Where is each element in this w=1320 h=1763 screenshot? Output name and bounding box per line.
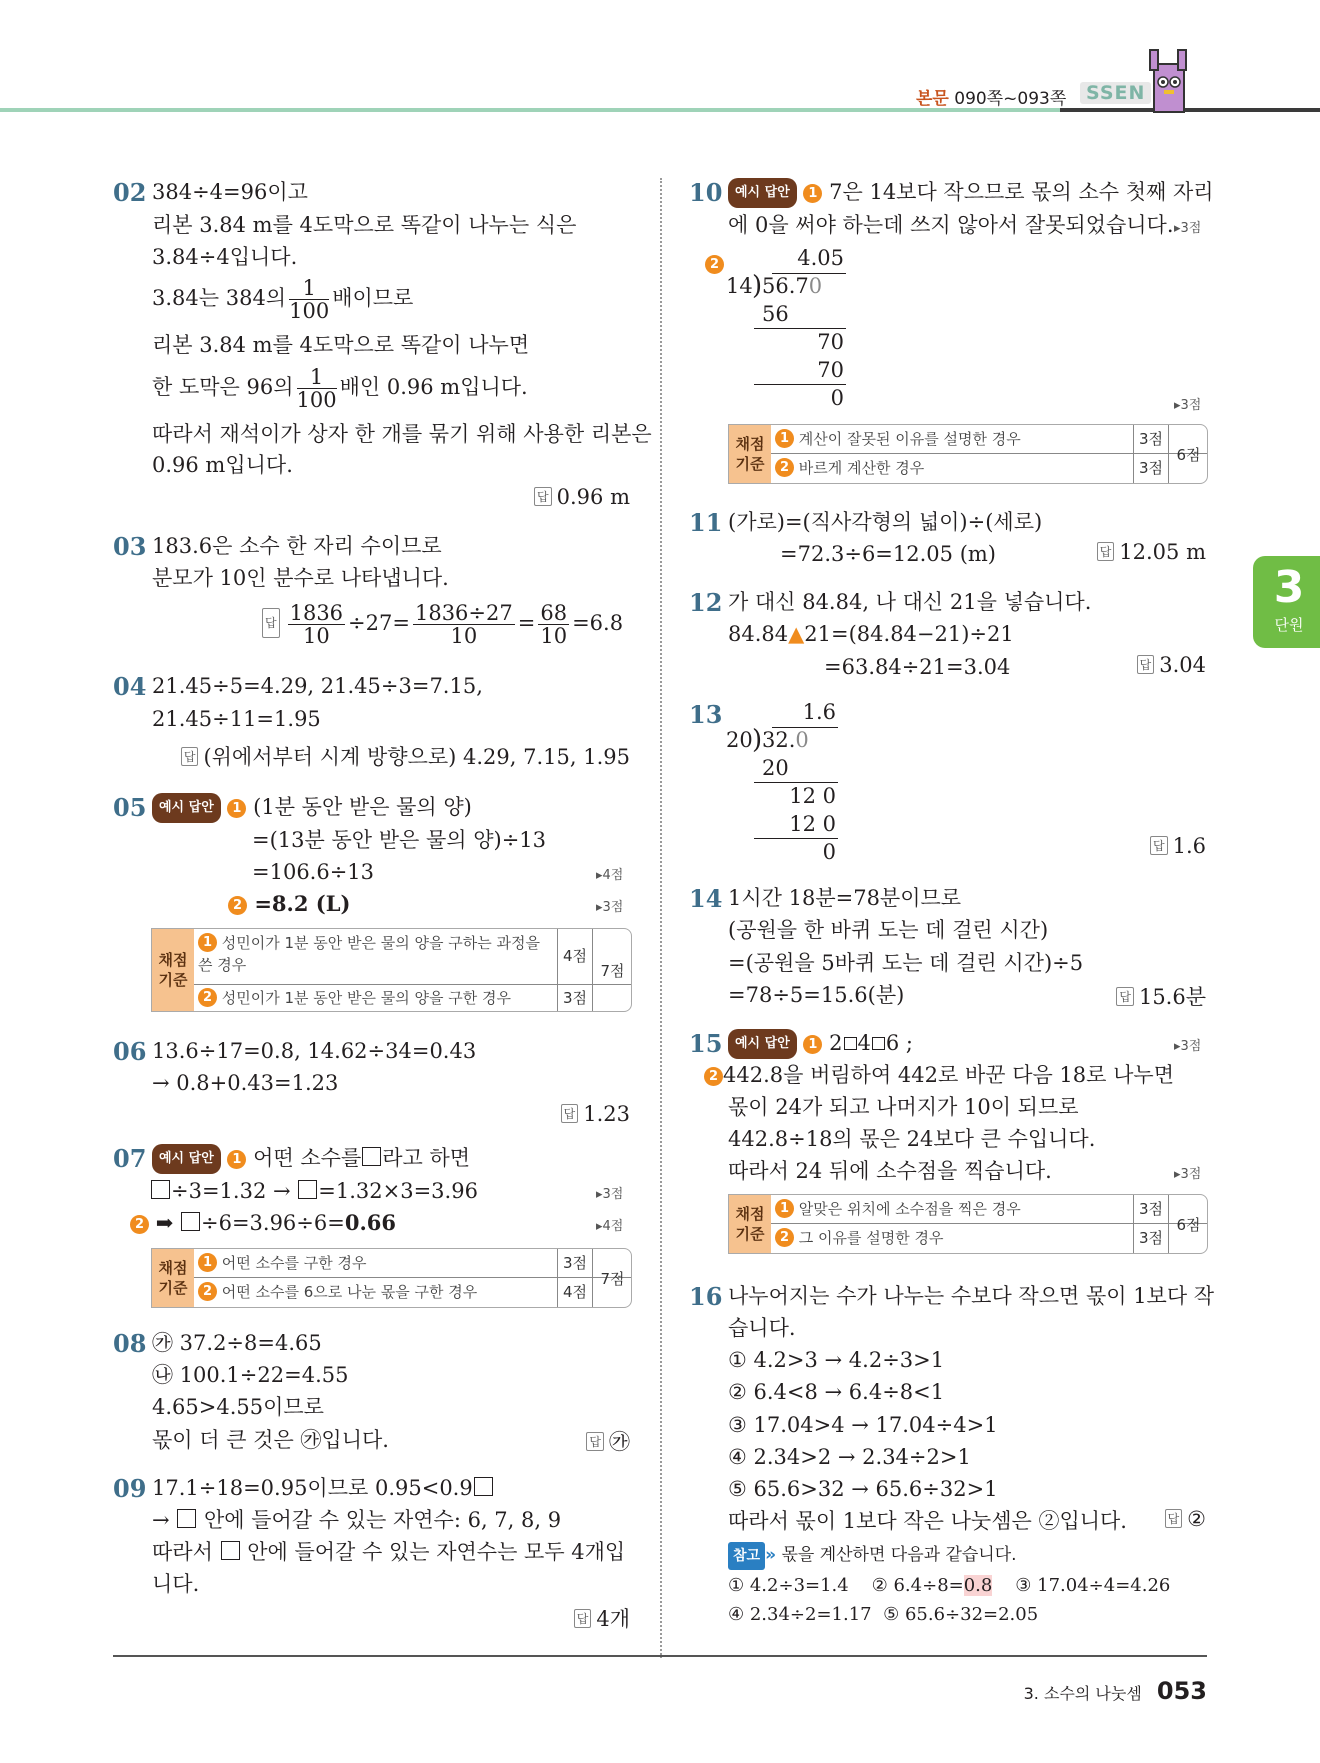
q16-item: ② 6.4<8 → 6.4÷8<1 — [728, 1380, 945, 1404]
step-1-icon: 1 — [198, 1253, 217, 1272]
q16-answer: 답 ② — [1165, 1507, 1206, 1531]
arrow-icon: ➡ — [155, 1210, 174, 1235]
arrow-icon: → — [152, 1508, 170, 1532]
q13-number: 13 — [689, 700, 723, 729]
q05-points2: ▸3점 — [596, 900, 624, 915]
rubric-score: 4점 — [557, 929, 592, 985]
q09-number: 09 — [113, 1474, 147, 1503]
q16-item: ④ 2.34>2 → 2.34÷2>1 — [728, 1445, 971, 1469]
q05-number: 05 — [113, 793, 147, 822]
q04-number: 04 — [113, 672, 147, 701]
q11-line1: (가로)=(직사각형의 넓이)÷(세로) — [728, 510, 1043, 534]
q16-item: ① 4.2>3 → 4.2÷3>1 — [728, 1348, 945, 1372]
q10-line1: 예시 답안 1 7은 14보다 작으므로 몫의 소수 첫째 자리 — [728, 178, 1214, 208]
q06-answer: 답 1.23 — [561, 1102, 630, 1126]
q10-rubric — [728, 424, 1208, 484]
brand-logo: SSEN — [1080, 82, 1151, 104]
q10-points1: ▸3점 — [1174, 221, 1202, 236]
blank-box — [474, 1477, 493, 1496]
example-answer-badge: 예시 답안 — [152, 793, 221, 823]
q02-line5: 리본 3.84 m를 4도막으로 똑같이 나누면 — [152, 333, 530, 357]
q07-points2: ▸4점 — [596, 1219, 624, 1234]
q08-line3: 4.65>4.55이므로 — [152, 1395, 324, 1419]
step-2-icon: 2 — [704, 1067, 723, 1086]
blank-box — [298, 1180, 317, 1199]
q09-line1: 17.1÷18=0.95이므로 0.95<0.9 — [152, 1474, 494, 1502]
q16-line1: 나누어지는 수가 나누는 수보다 작으면 몫이 1보다 작 — [728, 1284, 1215, 1308]
q16-item: ③ 17.04>4 → 17.04÷4>1 — [728, 1413, 998, 1437]
rubric-label: 채점 기준 — [729, 425, 771, 483]
chapter-title: 3. 소수의 나눗셈 — [1023, 1684, 1142, 1703]
q16-results-row1: ① 4.2÷3=1.4 ② 6.4÷8=0.8 ③ 17.04÷4=4.26 — [728, 1575, 1171, 1596]
q02-answer: 답 0.96 m — [534, 485, 630, 509]
q15-line5: 따라서 24 뒤에 소수점을 찍습니다. — [728, 1159, 1052, 1183]
rubric-score: 4점 — [557, 1278, 592, 1307]
q07-line2: ÷3=1.32 → =1.32×3=3.96 — [150, 1177, 478, 1205]
rubric-score: 3점 — [557, 1249, 592, 1278]
q13-answer: 답 1.6 — [1150, 834, 1206, 858]
q05-rubric — [151, 928, 632, 1012]
rubric-row: 1 어떤 소수를 구한 경우 — [194, 1249, 632, 1278]
q10-number: 10 — [689, 178, 723, 207]
q08-number: 08 — [113, 1329, 147, 1358]
fraction: $\frac{1}{100}$ — [289, 276, 330, 323]
blank-box — [151, 1180, 170, 1199]
q10-step2 — [705, 249, 724, 277]
step-1-icon: 1 — [775, 429, 794, 448]
footer-rule — [113, 1655, 1207, 1657]
column-divider — [660, 178, 662, 1658]
blank-box — [362, 1147, 381, 1166]
q02-line1: 384÷4=96이고 — [152, 180, 308, 204]
step-2-icon: 2 — [198, 988, 217, 1007]
q03-line1: 183.6은 소수 한 자리 수이므로 — [152, 534, 442, 558]
rubric-row: 2 성민이가 1분 동안 받은 물의 양을 구한 경우 — [194, 985, 632, 1011]
q02-line8: 0.96 m입니다. — [152, 453, 293, 477]
example-answer-badge: 예시 답안 — [728, 178, 797, 208]
q03-number: 03 — [113, 532, 147, 561]
q07-rubric — [151, 1248, 632, 1308]
double-chevron-icon: » — [765, 1545, 777, 1565]
q08-line2: ㉯ 100.1÷22=4.55 — [152, 1363, 349, 1387]
fraction: $\frac{68}{10}$ — [540, 601, 568, 648]
blank-box — [221, 1541, 240, 1560]
q11-answer: 답 12.05 m — [1097, 540, 1206, 564]
q15-line3: 몫이 24가 되고 나머지가 10이 되므로 — [728, 1095, 1079, 1119]
step-2-icon: 2 — [228, 896, 247, 915]
q07-line1: 예시 답안 1 어떤 소수를 라고 하면 — [152, 1144, 470, 1174]
q09-line4: 니다. — [152, 1572, 200, 1596]
q02-line6: 한 도막은 96의 $\frac{1}{100}$ 배인 0.96 m입니다. — [152, 365, 528, 412]
q09-answer: 답 4개 — [574, 1603, 630, 1633]
rubric-score: 3점 — [1133, 1195, 1168, 1224]
step-2-icon: 2 — [775, 1228, 794, 1247]
rubric-total: 6점 — [1168, 425, 1208, 483]
rubric-row: 2 바르게 계산한 경우 — [771, 454, 1208, 483]
rubric-total: 6점 — [1168, 1195, 1208, 1253]
step-2-icon: 2 — [198, 1282, 217, 1301]
q15-line1: 예시 답안 1 2 4 6 ; — [728, 1029, 913, 1059]
q16-results-row2: ④ 2.34÷2=1.17 ⑤ 65.6÷32=2.05 — [728, 1604, 1039, 1625]
q05-line3: =106.6÷13 — [252, 860, 375, 884]
q12-line2: 84.84▲21=(84.84−21)÷21 — [728, 622, 1014, 646]
rubric-total: 7점 — [592, 1249, 632, 1307]
q08-line1: ㉮ 37.2÷8=4.65 — [152, 1331, 322, 1355]
q07-points1: ▸3점 — [596, 1187, 624, 1202]
q10-long-division: 4.05 14 ) 56.70 56 70 70 0 — [726, 246, 844, 410]
q09-line2: → 안에 들어갈 수 있는 자연수: 6, 7, 8, 9 — [152, 1508, 562, 1532]
q14-line4: =78÷5=15.6(분) — [728, 983, 905, 1007]
fraction: $\frac{1836}{10}$ — [289, 601, 344, 648]
rubric-label: 채점 기준 — [152, 929, 194, 1011]
q14-line1: 1시간 18분=78분이므로 — [728, 886, 962, 910]
fraction: $\frac{1836\div 27}{10}$ — [414, 601, 513, 648]
blank-box — [872, 1037, 885, 1050]
rubric-total: 7점 — [592, 929, 632, 1011]
step-1-icon: 1 — [803, 184, 822, 203]
q05-line4: 2 =8.2 (L) — [228, 890, 350, 918]
q15-rubric — [728, 1194, 1208, 1254]
q14-answer: 답 15.6분 — [1116, 981, 1206, 1011]
example-answer-badge: 예시 답안 — [728, 1029, 797, 1059]
rubric-row: 1 알맞은 위치에 소수점을 찍은 경우 — [771, 1195, 1208, 1224]
blank-box — [181, 1212, 200, 1231]
q08-answer: 답 ㉮ — [586, 1426, 630, 1456]
q15-line4: 442.8÷18의 몫은 24보다 큰 수입니다. — [728, 1127, 1096, 1151]
q12-line1: 가 대신 84.84, 나 대신 21을 넣습니다. — [728, 590, 1092, 614]
example-answer-badge: 예시 답안 — [152, 1144, 221, 1174]
q14-line3: =(공원을 5바퀴 도는 데 걸린 시간)÷5 — [728, 951, 1084, 975]
q02-number: 02 — [113, 178, 147, 207]
step-2-icon: 2 — [705, 255, 724, 274]
q03-line2: 분모가 10인 분수로 나타냅니다. — [152, 566, 449, 590]
q14-line2: (공원을 한 바퀴 도는 데 걸린 시간) — [728, 918, 1049, 942]
rubric-score: 3점 — [1133, 425, 1168, 454]
step-1-icon: 1 — [227, 799, 246, 818]
q02-line3: 3.84÷4입니다. — [152, 245, 298, 269]
q16-number: 16 — [689, 1282, 723, 1311]
q12-number: 12 — [689, 588, 723, 617]
q04-line2: 21.45÷11=1.95 — [152, 707, 321, 731]
rubric-label: 채점 기준 — [152, 1249, 194, 1307]
step-2-icon: 2 — [775, 458, 794, 477]
q06-number: 06 — [113, 1037, 147, 1066]
q11-number: 11 — [689, 508, 723, 537]
q04-line1: 21.45÷5=4.29, 21.45÷3=7.15, — [152, 674, 483, 698]
step-1-icon: 1 — [803, 1035, 822, 1054]
q15-line2: 2 442.8을 버림하여 442로 바꾼 다음 18로 나누면 — [704, 1061, 1174, 1089]
q09-line3: 따라서 안에 들어갈 수 있는 자연수는 모두 4개입 — [152, 1540, 626, 1564]
q15-points2: ▸3점 — [1174, 1167, 1202, 1182]
blank-box — [177, 1509, 196, 1528]
page-number: 053 — [1156, 1677, 1207, 1705]
rubric-row: 1 계산이 잘못된 이유를 설명한 경우 — [771, 425, 1208, 454]
q02-line7: 따라서 재석이가 상자 한 개를 묶기 위해 사용한 리본은 — [152, 422, 652, 446]
q11-line2: =72.3÷6=12.05 (m) — [780, 542, 996, 566]
q15-points1: ▸3점 — [1174, 1039, 1202, 1054]
rubric-score: 3점 — [1133, 454, 1168, 483]
q08-line4: 몫이 더 큰 것은 ㉮입니다. — [152, 1428, 389, 1452]
rubric-row: 1 성민이가 1분 동안 받은 물의 양을 구하는 과정을 쓴 경우 — [194, 929, 632, 985]
note-badge: 참고 — [728, 1542, 765, 1570]
triangle-operator-icon: ▲ — [788, 622, 805, 646]
q02-line4: 3.84는 384의 $\frac{1}{100}$ 배이므로 — [152, 276, 414, 323]
header-reference: 본문 090쪽~093쪽 — [916, 89, 1067, 109]
rubric-label: 채점 기준 — [729, 1195, 771, 1253]
step-1-icon: 1 — [775, 1199, 794, 1218]
rubric-row: 2 어떤 소수를 6으로 나눈 몫을 구한 경우 — [194, 1278, 632, 1307]
q07-line3: 2 ➡ ÷6=3.96÷6=0.66 — [130, 1209, 396, 1237]
step-2-icon: 2 — [130, 1215, 149, 1234]
rubric-score: 3점 — [557, 985, 592, 1011]
q03-answer: 답 $\frac{1836}{10}$ ÷27= $\frac{1836\div 27}{10}$ = $\frac{68}{10}$ =6.8 — [262, 602, 623, 647]
q16-note: 참고 » 몫을 계산하면 다음과 같습니다. — [728, 1541, 1017, 1570]
header-rule-dark — [1060, 108, 1320, 112]
step-1-icon: 1 — [198, 933, 217, 952]
q06-line1: 13.6÷17=0.8, 14.62÷34=0.43 — [152, 1039, 477, 1063]
step-1-icon: 1 — [227, 1150, 246, 1169]
q10-points2: ▸3점 — [1174, 398, 1202, 413]
q16-line8: 따라서 몫이 1보다 작은 나눗셈은 ②입니다. — [728, 1509, 1127, 1533]
q13-long-division: 1.6 20 ) 32.0 20 12 0 12 0 0 — [726, 700, 836, 864]
q14-number: 14 — [689, 884, 723, 913]
q10-line2: 에 0을 써야 하는데 쓰지 않아서 잘못되었습니다. — [728, 213, 1174, 237]
fraction: $\frac{1}{100}$ — [296, 365, 337, 412]
q05-line1: 예시 답안 1 (1분 동안 받은 물의 양) — [152, 793, 472, 823]
q12-answer: 답 3.04 — [1137, 653, 1206, 677]
q05-points1: ▸4점 — [596, 868, 624, 883]
page-footer — [1024, 1677, 1207, 1705]
rubric-score: 3점 — [1133, 1224, 1168, 1253]
q04-answer: 답 (위에서부터 시계 방향으로) 4.29, 7.15, 1.95 — [181, 741, 630, 771]
q06-line2: → 0.8+0.43=1.23 — [152, 1071, 339, 1095]
q15-number: 15 — [689, 1029, 723, 1058]
q02-line2: 리본 3.84 m를 4도막으로 똑같이 나누는 식은 — [152, 213, 577, 237]
mascot-icon — [1146, 46, 1190, 120]
q05-line2: =(13분 동안 받은 물의 양)÷13 — [252, 828, 547, 852]
unit-tab: 3 단원 — [1253, 556, 1320, 648]
q12-line3: =63.84÷21=3.04 — [824, 655, 1011, 679]
q16-line2: 습니다. — [728, 1316, 796, 1340]
rubric-row: 2 그 이유를 설명한 경우 — [771, 1224, 1208, 1253]
q07-number: 07 — [113, 1144, 147, 1173]
q16-item: ⑤ 65.6>32 → 65.6÷32>1 — [728, 1477, 998, 1501]
blank-box — [844, 1037, 857, 1050]
